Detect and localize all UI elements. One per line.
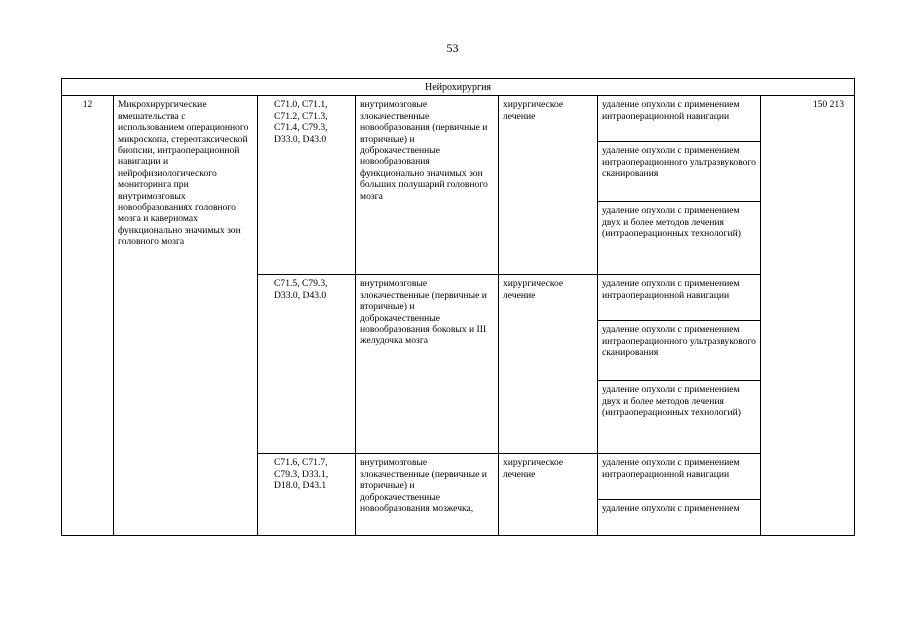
diagnosis: внутримозговые злокачественные (первичные и вторичные) и доброкачественные новообразования боковых и III желудочка мозга — [356, 275, 499, 454]
section-title: Нейрохирургия — [62, 79, 855, 96]
page-number: 53 — [446, 41, 459, 55]
row-number: 12 — [62, 96, 114, 536]
treatment-method: удаление опухоли с применением двух и более методов лечения (интраоперационных технологий) — [598, 381, 761, 454]
treatment-method: удаление опухоли с применением интраоперационного ультразвукового сканирования — [598, 142, 761, 202]
treatment-method: удаление опухоли с применением интраоперационной навигации — [598, 275, 761, 321]
intervention-name: Микрохирургические вмешательства с использованием операционного микроскопа, стереотаксической биопсии, интраоперационной навигации и нейрофизиологического мониторинга при внутримозговых новообразованиях головного мозга и каверномах функционально значимых зон головного мозга — [114, 96, 258, 536]
treatment-method: удаление опухоли с применением интраоперационной навигации — [598, 454, 761, 500]
treatment-method: удаление опухоли с применением интраоперационного ультразвукового сканирования — [598, 321, 761, 381]
treatment-type: хирургическое лечение — [499, 275, 598, 454]
table-row — [62, 96, 855, 142]
treatment-type: хирургическое лечение — [499, 454, 598, 536]
diagnosis: внутримозговые злокачественные новообразования (первичные и вторичные) и доброкачественные новообразования функционально значимых зон больших полушарий головного мозга — [356, 96, 499, 275]
treatment-method: удаление опухоли с применением — [598, 500, 761, 536]
diagnosis: внутримозговые злокачественные (первичные и вторичные) и доброкачественные новообразования мозжечка, — [356, 454, 499, 536]
price: 150 213 — [761, 96, 855, 536]
icd-codes: С71.6, С71.7, С79.3, D33.1, D18.0, D43.1 — [258, 454, 356, 536]
section-header-row — [62, 79, 855, 96]
treatment-method: удаление опухоли с применением интраоперационной навигации — [598, 96, 761, 142]
medical-care-table — [61, 78, 855, 536]
icd-codes: С71.5, С79.3, D33.0, D43.0 — [258, 275, 356, 454]
treatment-method: удаление опухоли с применением двух и более методов лечения (интраоперационных технологий) — [598, 202, 761, 275]
icd-codes: С71.0, С71.1, С71.2, С71.3, С71.4, С79.3, D33.0, D43.0 — [258, 96, 356, 275]
treatment-type: хирургическое лечение — [499, 96, 598, 275]
